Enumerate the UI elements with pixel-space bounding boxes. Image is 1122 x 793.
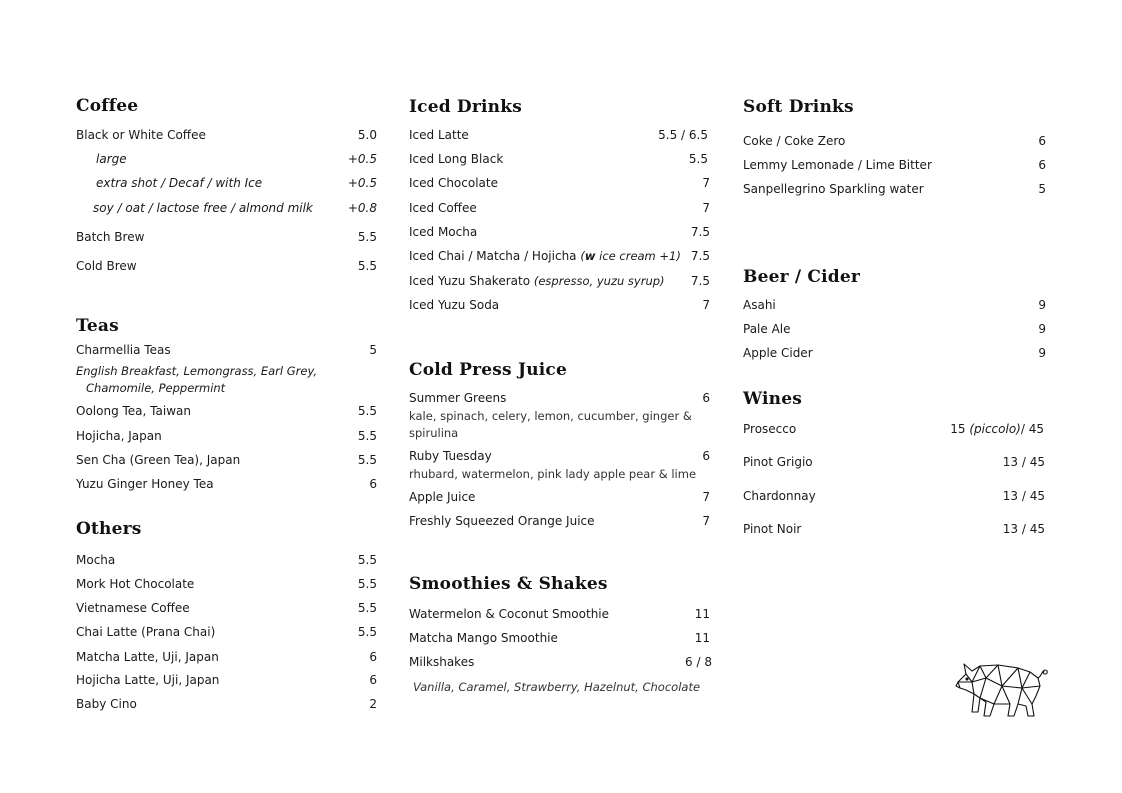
menu-item-name-text: Iced Yuzu Shakerato (409, 274, 531, 288)
menu-item-name: Summer Greens (409, 391, 507, 405)
menu-item-name: Chai Latte (Prana Chai) (76, 625, 216, 639)
menu-item-price: 9 (1038, 298, 1046, 312)
menu-item-price: 9 (1038, 346, 1046, 360)
menu-item-price: 7 (702, 176, 710, 190)
menu-item-price: 6 (1038, 134, 1046, 148)
menu-item-price: 5.5 / 6.5 (658, 128, 708, 142)
pig-icon (954, 656, 1050, 720)
menu-item-name: Prosecco (743, 422, 797, 436)
menu-item-price: 5.5 (357, 625, 377, 639)
cold-press-juice-heading: Cold Press Juice (409, 360, 567, 380)
menu-item-name (409, 274, 665, 289)
menu-item-price: 13 / 45 (1002, 522, 1045, 536)
menu-item-name: Vietnamese Coffee (76, 601, 190, 615)
menu-item-name: large (96, 152, 127, 166)
menu-item-price: 5.5 (357, 601, 377, 615)
menu-item-price (950, 422, 1044, 437)
price-glass: 15 (950, 422, 970, 436)
menu-item-name: Batch Brew (76, 230, 145, 244)
beer-cider-heading: Beer / Cider (743, 267, 861, 287)
menu-item-price: 5.5 (357, 259, 377, 273)
menu-item-name: Iced Coffee (409, 201, 477, 215)
price-note: (piccolo) (969, 422, 1021, 436)
menu-item-name: Mocha (76, 553, 116, 567)
menu-item-price: 6 (369, 477, 377, 491)
menu-item-note: (espresso, yuzu syrup) (533, 274, 665, 288)
menu-item-name: Baby Cino (76, 697, 137, 711)
menu-item-price: 5.5 (357, 453, 377, 467)
menu-item-name: Charmellia Teas (76, 343, 171, 357)
menu-item-name: Hojicha, Japan (76, 429, 162, 443)
menu-item-price: 7 (702, 514, 710, 528)
menu-item-price: +0.5 (347, 176, 377, 190)
menu-item-name: Milkshakes (409, 655, 475, 669)
menu-item-price: 5.5 (357, 429, 377, 443)
menu-item-name: Black or White Coffee (76, 128, 206, 142)
menu-item-price: 6 (1038, 158, 1046, 172)
menu-item-name: extra shot / Decaf / with Ice (96, 176, 263, 190)
menu-item-name (409, 249, 681, 264)
menu-item-price: 11 (694, 607, 710, 621)
menu-item-name: soy / oat / lactose free / almond milk (93, 201, 313, 215)
menu-item-name: Watermelon & Coconut Smoothie (409, 607, 610, 621)
menu-item-name: Pinot Grigio (743, 455, 813, 469)
note-bold: w (584, 249, 596, 263)
menu-item-name: Sanpellegrino Sparkling water (743, 182, 924, 196)
menu-item-name: Mork Hot Chocolate (76, 577, 195, 591)
coffee-heading: Coffee (76, 96, 139, 116)
menu-item-price: 6 / 8 (685, 655, 712, 669)
menu-item-name: Apple Cider (743, 346, 813, 360)
menu-item-price: 5 (369, 343, 377, 357)
menu-item-price: 6 (702, 391, 710, 405)
menu-item-name: Asahi (743, 298, 776, 312)
menu-item-name-text: Iced Chai / Matcha / Hojicha (409, 249, 577, 263)
menu-item-price: 5.0 (357, 128, 377, 142)
menu-item-name: Iced Yuzu Soda (409, 298, 500, 312)
menu-item-name: Cold Brew (76, 259, 137, 273)
menu-item-price: 6 (369, 673, 377, 687)
menu-item-price: 11 (694, 631, 710, 645)
menu-item-name: Iced Latte (409, 128, 469, 142)
teas-heading: Teas (76, 316, 119, 336)
menu-item-name: Sen Cha (Green Tea), Japan (76, 453, 241, 467)
menu-item-name: Freshly Squeezed Orange Juice (409, 514, 595, 528)
menu-item-name: Apple Juice (409, 490, 476, 504)
menu-item-name: Iced Mocha (409, 225, 478, 239)
menu-item-price: 7.5 (690, 274, 710, 288)
menu-item-name: Coke / Coke Zero (743, 134, 846, 148)
menu-item-description: rhubard, watermelon, pink lady apple pear & lime (409, 467, 697, 481)
menu-item-name: Iced Long Black (409, 152, 504, 166)
price-bottle: / 45 (1020, 422, 1044, 436)
menu-item-price: 7 (702, 201, 710, 215)
menu-item-name: Pinot Noir (743, 522, 802, 536)
menu-item-name: Chardonnay (743, 489, 816, 503)
menu-item-price: 5.5 (357, 230, 377, 244)
menu-item-price: 13 / 45 (1002, 489, 1045, 503)
menu-item-name: Ruby Tuesday (409, 449, 492, 463)
menu-item-name: Matcha Latte, Uji, Japan (76, 650, 219, 664)
wines-heading: Wines (743, 389, 802, 409)
menu-item-price: 5.5 (357, 404, 377, 418)
menu-item-price: 9 (1038, 322, 1046, 336)
menu-item-price: 5.5 (357, 577, 377, 591)
iced-drinks-heading: Iced Drinks (409, 97, 522, 117)
menu-item-name: Matcha Mango Smoothie (409, 631, 558, 645)
note-paren: ( (580, 249, 585, 263)
smoothies-shakes-heading: Smoothies & Shakes (409, 574, 608, 594)
menu-item-description: spirulina (409, 426, 459, 440)
menu-item-name: Oolong Tea, Taiwan (76, 404, 191, 418)
milkshake-flavours: Vanilla, Caramel, Strawberry, Hazelnut, Chocolate (413, 680, 701, 694)
others-heading: Others (76, 519, 142, 539)
menu-item-price: 6 (369, 650, 377, 664)
menu-item-name: Iced Chocolate (409, 176, 498, 190)
menu-item-name: Lemmy Lemonade / Lime Bitter (743, 158, 932, 172)
menu-item-description: kale, spinach, celery, lemon, cucumber, ginger & (409, 409, 692, 423)
menu-item-price: 7.5 (690, 249, 710, 263)
menu-item-price: 7 (702, 298, 710, 312)
menu-item-price: 5 (1038, 182, 1046, 196)
menu-item-description: English Breakfast, Lemongrass, Earl Grey, (76, 364, 318, 378)
menu-item-price: +0.8 (347, 201, 377, 215)
menu-item-price: 5.5 (688, 152, 708, 166)
menu-item-price: 5.5 (357, 553, 377, 567)
menu-item-name: Hojicha Latte, Uji, Japan (76, 673, 220, 687)
menu-item-price: 2 (369, 697, 377, 711)
menu-item-name: Pale Ale (743, 322, 791, 336)
menu-item-price: 6 (702, 449, 710, 463)
menu-item-description: Chamomile, Peppermint (86, 381, 226, 395)
menu-item-name: Yuzu Ginger Honey Tea (76, 477, 214, 491)
menu-item-note (580, 249, 681, 263)
menu-item-price: 7 (702, 490, 710, 504)
note-rest: ice cream +1) (595, 249, 681, 263)
menu-item-price: 7.5 (690, 225, 710, 239)
soft-drinks-heading: Soft Drinks (743, 97, 854, 117)
menu-item-price: 13 / 45 (1002, 455, 1045, 469)
menu-item-price: +0.5 (347, 152, 377, 166)
